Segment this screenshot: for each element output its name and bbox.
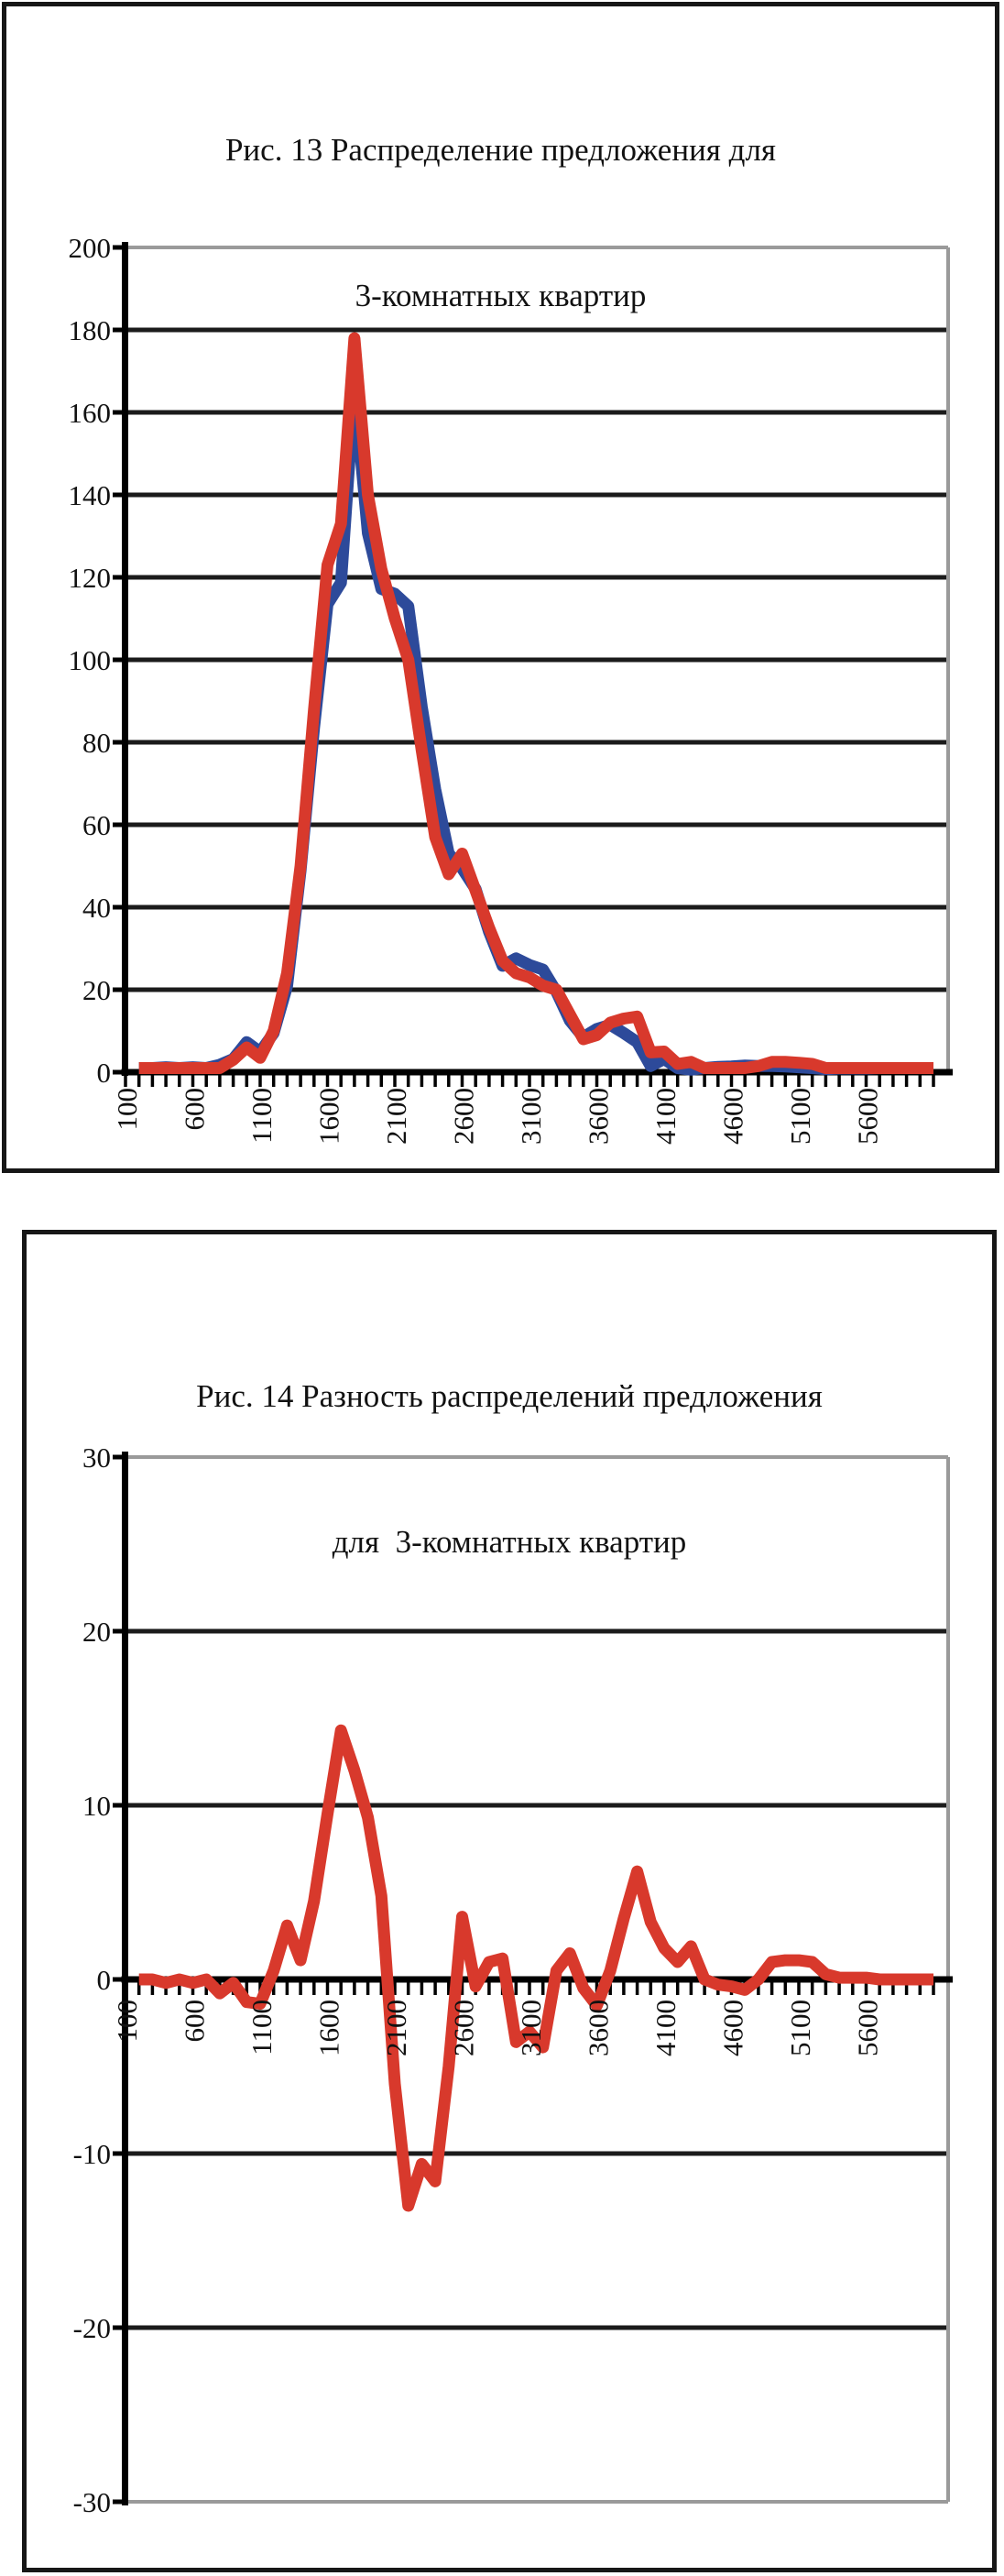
y-tick-label: 100: [68, 644, 111, 676]
figure-14-title-line2: для 3-комнатных квартир: [332, 1524, 687, 1560]
y-tick-label: 20: [82, 974, 111, 1006]
y-tick-label: 80: [82, 727, 111, 759]
y-tick-label: 160: [68, 397, 111, 429]
figure-14-frame: [22, 1230, 997, 2572]
x-tick-label: 100: [111, 1088, 143, 1131]
figure-13-title-line1: Рис. 13 Распределение предложения для: [224, 132, 777, 168]
y-tick-label: 180: [68, 314, 111, 346]
figure-14-title-line1: Рис. 14 Разность распределений предложения: [196, 1378, 823, 1414]
y-tick-label: 40: [82, 892, 111, 924]
x-tick-label: 4600: [716, 1088, 749, 1145]
figure-13-frame: [2, 2, 999, 1173]
x-tick-label: 5600: [851, 1088, 884, 1145]
y-tick-label: 0: [96, 1964, 111, 1996]
figure-13-title: [6, 28, 995, 417]
y-tick-label: 0: [96, 1057, 111, 1089]
y-tick-label: 10: [82, 1790, 111, 1822]
x-tick-label: 100: [111, 2000, 143, 2043]
x-tick-label: 2600: [447, 2000, 480, 2056]
x-tick-label: 600: [178, 1088, 211, 1131]
y-tick-label: 140: [68, 479, 111, 511]
x-tick-label: 4100: [649, 1088, 682, 1145]
x-tick-label: 1100: [246, 1088, 278, 1144]
x-tick-label: 5100: [784, 2000, 816, 2056]
y-tick-label: 120: [68, 562, 111, 594]
y-tick-label: -10: [72, 2138, 111, 2170]
y-tick-label: 20: [82, 1616, 111, 1648]
x-tick-label: 5100: [784, 1088, 816, 1145]
x-tick-label: 4100: [649, 2000, 682, 2056]
x-tick-label: 3600: [582, 2000, 615, 2056]
y-tick-label: 200: [68, 232, 111, 264]
y-tick-label: 60: [82, 809, 111, 841]
y-tick-label: -30: [72, 2486, 111, 2518]
y-tick-label: -20: [72, 2312, 111, 2344]
x-tick-label: 2100: [380, 2000, 412, 2056]
x-tick-label: 600: [178, 2000, 211, 2043]
x-tick-label: 1100: [246, 2000, 278, 2055]
x-tick-label: 4600: [716, 2000, 749, 2056]
figure-13-title-line2: 3-комнатных квартир: [355, 278, 647, 313]
x-tick-label: 3100: [515, 1088, 547, 1145]
x-tick-label: 3600: [582, 1088, 615, 1145]
x-tick-label: 1600: [312, 1088, 345, 1145]
x-tick-label: 1600: [312, 2000, 345, 2056]
x-tick-label: 5600: [851, 2000, 884, 2056]
x-tick-label: 2600: [447, 1088, 480, 1145]
y-tick-label: 30: [82, 1441, 111, 1474]
x-tick-label: 2100: [380, 1088, 412, 1145]
figure-14-title: [27, 1275, 992, 1663]
x-tick-label: 3100: [515, 2000, 547, 2056]
